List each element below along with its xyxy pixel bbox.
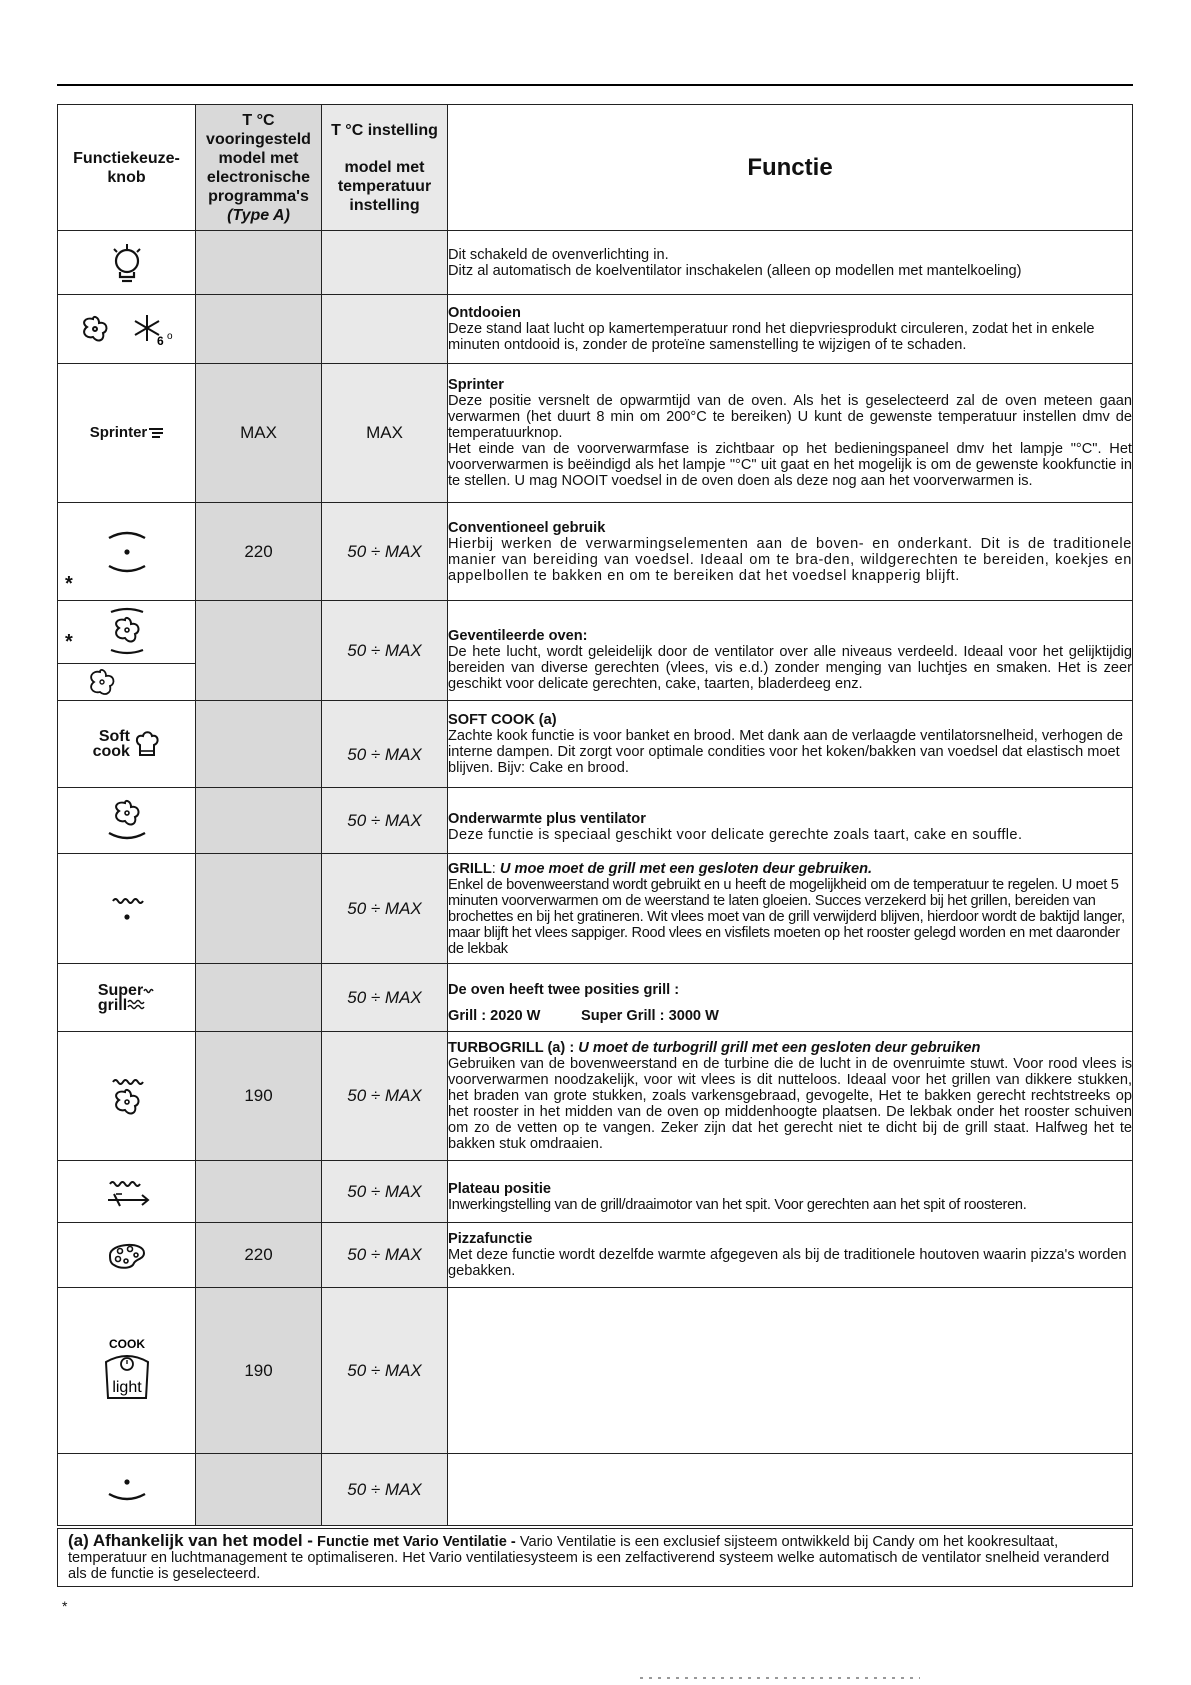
function-title: GRILL: [448, 860, 492, 877]
bottom-heat-fan-icon: [105, 797, 149, 845]
footnote-text: Vario Ventilatie is een exclusief sijsteem ontwikkeld bij Candy om het kookresultaat, temperatuur en luchtmanagement te optimaliseren. Het Vario ventilatiesysteem is een zelfactiverend systeem welke automatisch de ventilator snelheid veranderd als de functie is geselecteerd.: [68, 1534, 1110, 1582]
preset-temp-cell: MAX: [196, 364, 322, 503]
knob-cell: [58, 295, 196, 364]
setting-temp-cell: [322, 231, 448, 295]
header-preset-type: (Type A): [227, 206, 290, 224]
function-description: [448, 364, 1133, 503]
knob-cell: [58, 231, 196, 295]
setting-temp-cell: [322, 295, 448, 364]
header-knob-label: Functiekeuze-knob: [73, 149, 180, 186]
header-setting-top: T °C instelling: [331, 121, 438, 139]
function-row: [58, 1223, 1133, 1288]
function-body: De hete lucht, wordt geleidelijk door de ventilator over alle niveaus verdeeld. Ideaal voor het gelijktijdig bereiden van diverse gerechten (vlees, vis e.d.) zonder menging van luchtjes en smaken. Het is zeer geschikt voor delicate gerechten, cake, taarten, bladerdeeg enz.: [448, 643, 1132, 692]
knob-cell: [58, 701, 196, 788]
function-title-line: [448, 861, 1132, 877]
soft-cook-icon: [93, 729, 130, 759]
function-title: Pizzafunctie: [448, 1231, 533, 1247]
function-title-note: U moet de turbogrill grill met een gesloten deur gebruiken: [578, 1040, 981, 1056]
function-title: Conventioneel gebruik: [448, 519, 606, 536]
function-description: [448, 788, 1133, 854]
function-description: [448, 701, 1133, 788]
functions-table: [57, 104, 1133, 1526]
function-row: [58, 1032, 1133, 1161]
fan-with-elements-icon: [105, 606, 149, 658]
knob-cell: [58, 601, 196, 701]
conventional-icon: [105, 526, 149, 578]
setting-temp-cell: 50 ÷ MAX: [322, 1223, 448, 1288]
header-preset-line: electronische: [206, 168, 311, 186]
super-label: Super: [97, 981, 144, 999]
function-description: [448, 854, 1133, 964]
star-footnote: *: [62, 1598, 68, 1614]
preset-temp-cell: [196, 295, 322, 364]
function-body: Dit schakeld de ovenverlichting in. Ditz al automatisch de koelventilator inschakelen (alleen op modellen met mantelkoeling): [448, 246, 1022, 279]
preset-temp-cell: [196, 1161, 322, 1223]
function-title: SOFT COOK (a): [448, 712, 557, 728]
defrost-icon: [75, 311, 179, 347]
cook-light-text: light: [111, 1378, 142, 1396]
header-setting-temp: [322, 105, 448, 231]
header-knob: [58, 105, 196, 231]
function-row: [58, 964, 1133, 1032]
sprinter-lines-icon: [149, 426, 163, 440]
sprinter-icon-text: Sprinter: [89, 424, 148, 441]
preset-temp-cell: 190: [196, 1288, 322, 1454]
function-description: [448, 503, 1133, 601]
function-row: [58, 1454, 1133, 1526]
function-description: [448, 1454, 1133, 1526]
knob-cell: [58, 964, 196, 1032]
setting-temp-cell: 50 ÷ MAX: [322, 1161, 448, 1223]
function-description: [448, 231, 1133, 295]
cook-label: cook: [92, 743, 130, 760]
function-description: [448, 1032, 1133, 1161]
preset-temp-cell: [196, 854, 322, 964]
setting-temp-cell: 50 ÷ MAX: [322, 503, 448, 601]
function-row: [58, 788, 1133, 854]
setting-temp-cell: 50 ÷ MAX: [322, 601, 448, 701]
preset-temp-cell: [196, 788, 322, 854]
super-grill-icon: [98, 983, 155, 1013]
function-title-sep: :: [491, 860, 500, 877]
function-body: Zachte kook functie is voor banket en brood. Met dank aan de verlaagde ventilatorsnelheid, verhogen de interne dampen. Dit zorgt voor optimale condities voor het koken/bakken van voedsel dat elastisch moet blijven. Bijv: Cake en brood.: [448, 728, 1123, 776]
table-header-row: [58, 105, 1133, 231]
knob-cell: [58, 1161, 196, 1223]
function-body: Deze positie versnelt de opwarmtijd van de oven. Als het is geselecteerd zal de oven meteen gaan verwarmen (het duurt 8 min om 200°C te bereiken) U kunt de gewenste temperatuur instellen dmv de temperatuurknop. Het einde van de voorverwarmfase is zichtbaar op het bedieningspaneel dmv het lampje "°C". Het voorverwarmen is beëindigd als het lampje "°C" uit gaat en het mogelijk is om de gewenste kookfunctie in te stellen. U mag NOOIT voedsel in de oven doen als deze nog aan het voorverwarmen is.: [448, 393, 1132, 489]
function-description: [448, 1161, 1133, 1223]
star-marker: *: [65, 631, 73, 653]
function-description: [448, 964, 1133, 1032]
function-row: [58, 295, 1133, 364]
setting-temp-cell: 50 ÷ MAX: [322, 1454, 448, 1526]
svg-text:o: o: [166, 331, 173, 342]
function-body: Hierbij werken de verwarmingselementen aan de boven- en onderkant. Dit is de traditionele manier van bereiding van voedsel. Ideaal om te bra-den, wildgerechten te bereiden, koekjes en appelbollen te bakken en om te bereiken dat het voedsel knapperig blijft.: [448, 535, 1132, 584]
cook-light-icon: [96, 1336, 158, 1406]
function-row: [58, 231, 1133, 295]
preset-temp-cell: 190: [196, 1032, 322, 1161]
preset-temp-cell: [196, 964, 322, 1032]
function-description: [448, 601, 1133, 701]
svg-text:6: 6: [156, 334, 164, 347]
setting-temp-cell: 50 ÷ MAX: [322, 854, 448, 964]
function-row: [58, 503, 1133, 601]
bottom-heat-icon: [105, 1472, 149, 1508]
knob-cell: [58, 1223, 196, 1288]
preset-temp-cell: 220: [196, 503, 322, 601]
preset-temp-cell: [196, 601, 322, 701]
function-body: Gebruiken van de bovenweerstand en de turbine die de lucht in de ovenruimte stuwt. Voor rood vlees is voorverwarmen noodzakelijk, voor wit vlees is dit nutteloos. Ideaal voor het grillen van dikkere stukken, het braden van grote stukken, zoals varkensgebraad, gevogelte, Het te bakken gerecht rechtstreeks op het rooster in het midden van de oven op middenhoogte plaatsen. De lekbak onder het rooster schuiven om zo de vetten op te vangen. Zeker zijn dat het gerecht niet te dicht bij de grill staat. Halfweg het te bakken stuk omdraaien.: [448, 1056, 1132, 1152]
function-body: Deze functie is speciaal geschikt voor delicate gerechte zoals taart, cake en souffle.: [448, 826, 1023, 843]
header-setting-line: temperatuur: [337, 177, 432, 195]
rotisserie-icon: [102, 1174, 152, 1210]
knob-cell: [58, 503, 196, 601]
function-title: De oven heeft twee posities grill :: [448, 981, 680, 998]
setting-temp-cell: MAX: [322, 364, 448, 503]
setting-temp-cell: 50 ÷ MAX: [322, 788, 448, 854]
preset-temp-cell: [196, 1454, 322, 1526]
function-title-note: U moe moet de grill met een gesloten deur gebruiken.: [499, 860, 873, 877]
function-title: Plateau positie: [448, 1180, 551, 1197]
function-body: Deze stand laat lucht op kamertemperatuur rond het diepvriesprodukt circuleren, zodat het in enkele minuten ontdooid is, zonder de proteïne samenstelling te wijzigen of te schaden.: [448, 321, 1095, 353]
function-title: TURBOGRILL (a) :: [448, 1040, 575, 1056]
double-grill-icon: [127, 998, 147, 1010]
function-row: [58, 1161, 1133, 1223]
top-rule: [57, 84, 1133, 86]
preset-temp-cell: [196, 231, 322, 295]
header-preset-line: T °C: [242, 111, 275, 129]
function-description: [448, 1223, 1133, 1288]
function-title: Geventileerde oven:: [448, 627, 588, 644]
sprinter-icon: [90, 424, 164, 441]
function-row: [58, 601, 1133, 701]
header-function: [448, 105, 1133, 231]
knob-cell: [58, 364, 196, 503]
cook-light-top-text: COOK: [108, 1336, 145, 1351]
preset-temp-cell: [196, 701, 322, 788]
header-setting-line: model met: [344, 158, 425, 176]
grill-powers: Grill : 2020 W Super Grill : 3000 W: [448, 1007, 719, 1024]
function-body: Met deze functie wordt dezelfde warmte afgegeven als bij de traditionele houtoven waarin pizza's worden gebakken.: [448, 1247, 1127, 1279]
header-preset-line: programma's: [208, 187, 309, 205]
setting-temp-cell: 50 ÷ MAX: [322, 964, 448, 1032]
knob-cell: [58, 1288, 196, 1454]
grill-icon: [107, 889, 147, 929]
bottom-print-mark: [640, 1676, 920, 1681]
function-title-line: [448, 1040, 1132, 1056]
header-preset-temp: [196, 105, 322, 231]
function-row: [58, 364, 1133, 503]
header-preset-line: model met: [218, 149, 299, 167]
setting-temp-cell: 50 ÷ MAX: [322, 701, 448, 788]
function-body: Inwerkingstelling van de grill/draaimotor van het spit. Voor gerechten aan het spit of roosteren.: [448, 1196, 1027, 1213]
preset-temp-cell: 220: [196, 1223, 322, 1288]
star-marker: *: [65, 573, 73, 595]
knob-cell: [58, 1454, 196, 1526]
function-description: [448, 1288, 1133, 1454]
setting-temp-cell: 50 ÷ MAX: [322, 1288, 448, 1454]
function-row: [58, 701, 1133, 788]
footnote-heading: (a) Afhankelijk van het model -: [68, 1531, 313, 1550]
fan-oven-icon: [88, 668, 116, 696]
header-preset-line: vooringesteld: [206, 130, 311, 148]
small-grill-icon: [143, 987, 155, 995]
function-row: [58, 854, 1133, 964]
knob-cell: [58, 854, 196, 964]
grill-label: grill: [97, 996, 128, 1014]
function-description: [448, 295, 1133, 364]
function-title: Ontdooien: [448, 305, 521, 321]
function-body: Enkel de bovenweerstand wordt gebruikt en u heeft de mogelijkheid om de temperatuur te regelen. U moet 5 minuten voorverwarmen om de weerstand te laten gloeien. Succes verzekerd bij het grillen, bereiden van brochettes en bij het gratineren. Wit vlees moet van de grill verwijderd blijven, hierdoor wordt de baktijd langer, maar blijft het vlees sappiger. Rood vlees en visfilets moeten op het rooster gelegd worden en met daaronder de lekbak: [448, 876, 1125, 957]
function-title: Onderwarmte plus ventilator: [448, 810, 646, 827]
turbogrill-icon: [105, 1074, 149, 1118]
oven-light-icon: [107, 241, 147, 285]
function-row: [58, 1288, 1133, 1454]
chef-hat-icon: [134, 729, 160, 759]
knob-cell: [58, 1032, 196, 1161]
function-title: Sprinter: [448, 377, 504, 393]
pizza-icon: [104, 1237, 150, 1273]
setting-temp-cell: 50 ÷ MAX: [322, 1032, 448, 1161]
header-function-label: Functie: [747, 154, 833, 181]
footnote-subheading: Functie met Vario Ventilatie -: [317, 1534, 516, 1550]
footnote-box: [57, 1528, 1133, 1587]
knob-cell: [58, 788, 196, 854]
soft-label: Soft: [98, 728, 130, 745]
header-setting-line: instelling: [349, 196, 420, 214]
